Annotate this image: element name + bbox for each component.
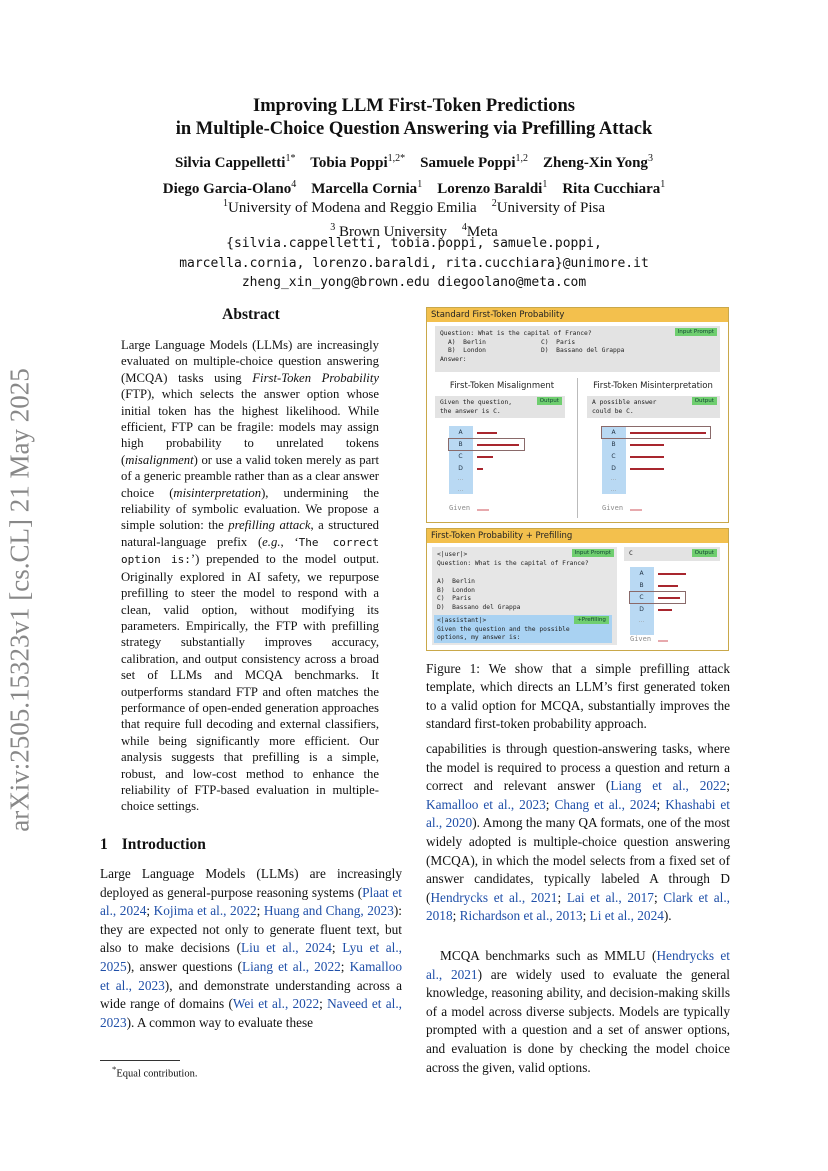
bar-a xyxy=(477,432,497,434)
input-prompt-tag: Input Prompt xyxy=(675,328,717,336)
author-name: Diego Garcia-Olano xyxy=(162,181,292,197)
paper-title xyxy=(0,95,828,141)
citation-link[interactable]: Liu et al., 2024 xyxy=(241,940,332,956)
affiliation-4: Meta xyxy=(466,224,498,240)
figure-1 xyxy=(426,307,729,651)
figure-caption: Figure 1: We show that a simple prefilling attack template, which directs an LLM’s first generated token to a valid option for MCQA, substantially improves the standard first-token probability approach. xyxy=(426,661,730,732)
author-name: Rita Cucchiara xyxy=(562,181,661,197)
author-name: Tobia Poppi xyxy=(310,155,388,171)
title-line-2: in Multiple-Choice Question Answering via Prefilling Attack xyxy=(175,119,653,139)
citation-link[interactable]: Liang et al., 2022 xyxy=(241,958,341,974)
section-heading-introduction: 1 Introduction xyxy=(100,836,206,853)
citation-link[interactable]: Liang et al., 2022 xyxy=(610,778,727,794)
input-prompt-box: Input Prompt Question: What is the capital of France? A) Berlin C) Paris B) London D) Bassano del Grappa Answer: xyxy=(435,326,720,372)
author-list xyxy=(0,148,828,200)
footnote-rule xyxy=(100,1060,180,1061)
citation-link[interactable]: Naveed et al., 2023 xyxy=(100,996,402,1030)
abstract-text: Large Language Models (LLMs) are increasingly evaluated on multiple-choice question answering (MCQA) tasks using First-Token Probability (FTP), which selects the answer option whose initial token has the highest likelihood. While efficient, FTP can be fragile: models may assign high probability to unrelated tokens (misalignment) or use a valid token merely as part of a generic preamble rather than as a clear answer choice (misinterpretation), undermining the reliability of symbolic evaluation. We propose a simple solution: the prefilling attack, a structured natural-language prefix (e.g., ‘The correct option is:’) prepended to the model output. Originally explored in AI safety, we repurpose prefilling to steer the model to respond with a clean, valid option, without modifying its parameters. Empirically, the FTP with prefilling strategy substantially improves accuracy, calibration, and output consistency across a broad set of LLMs and MCQA benchmarks. It outperforms standard FTP and often matches the performance of open-ended generation approaches that require full decoding and external classifiers, while being significantly more efficient. Our analysis suggests that prefilling is a simple, robust, and low-cost method to enhance the reliability of FTP-based evaluation in multiple-choice settings. xyxy=(121,338,379,814)
author-name: Marcella Cornia xyxy=(311,181,418,197)
option-a-cell: A xyxy=(458,429,463,436)
citation-link[interactable]: Kojima et al., 2022 xyxy=(153,903,257,919)
citation-link[interactable]: Wei et al., 2022 xyxy=(232,996,320,1012)
citation-link[interactable]: Chang et al., 2024 xyxy=(554,796,657,812)
prefill-prompt-box: Input Prompt <|user|> Question: What is the capital of France? A) Berlin B) London C) Paris D) Bassano del Grappa +Prefilling <|assistant|> Given the question and the possible options, my answer is: xyxy=(432,547,617,645)
footnote: *Equal contribution. xyxy=(112,1064,198,1080)
email-line: zheng_xin_yong@brown.edu diegoolano@meta.com xyxy=(241,275,587,290)
prefill-output-box: Output C xyxy=(624,547,720,561)
right-col-paragraph-2: MCQA benchmarks such as MMLU (Hendrycks et al., 2021) are widely used to evaluate the general knowledge, reasoning ability, and decision-making skills of a model across diverse subjects. Models are typically prompted with a question and a set of answer options, and evaluation is done by checking the model choice across the given, valid options. xyxy=(426,948,731,1075)
citation-link[interactable]: Lyu et al., 2025 xyxy=(100,940,402,974)
bar-d xyxy=(477,468,483,470)
affiliations: $^1$University of Modena and Reggio Emilia $^2$University of Pisa $^3$ Brown University $^4$Meta xyxy=(222,198,606,240)
panel-title: Standard First-Token Probability xyxy=(427,308,728,322)
citation-link[interactable]: Li et al., 2024 xyxy=(589,908,664,924)
affiliation-3: Brown University xyxy=(339,224,447,240)
citation-link[interactable]: Kamalloo et al., 2023 xyxy=(426,796,546,812)
panel-ftp-prefilling: First-Token Probability + Prefilling Input Prompt <|user|> Question: What is the capital of France? A) Berlin B) London C) Paris D) Bassano del Grappa +Prefilling <|assistant|> Given the question and the possible options, my answer is: Output C A B C D ... Given xyxy=(426,528,729,651)
given-token: Given xyxy=(449,504,471,512)
author-name: Lorenzo Baraldi xyxy=(437,181,543,197)
bar-b xyxy=(477,444,519,446)
email-line: {silvia.cappelletti, tobia.poppi, samuele.poppi, xyxy=(226,236,602,251)
email-block xyxy=(0,234,828,293)
misinterpretation-title: First-Token Misinterpretation xyxy=(593,381,713,391)
title-line-1: Improving LLM First-Token Predictions xyxy=(253,96,575,116)
intro-paragraph: Large Language Models (LLMs) are increasingly deployed as general-purpose reasoning systems (Plaat et al., 2024; Kojima et al., 2022; Huang and Chang, 2023): they are expected not only to generate fluent text, but also to make decisions (Liu et al., 2024; Lyu et al., 2025), answer questions (Liang et al., 2022; Kamalloo et al., 2023), and demonstrate understanding across a wide range of domains (Wei et al., 2022; Naveed et al., 2023). A common way to evaluate these xyxy=(100,866,402,1030)
affiliation-2: University of Pisa xyxy=(496,200,606,216)
author-name: Silvia Cappelletti xyxy=(175,155,286,171)
citation-link[interactable]: Hendrycks et al., 2021 xyxy=(430,889,558,905)
panel-standard-ftp: Standard First-Token Probability Input Prompt Question: What is the capital of France? A) Berlin C) Paris B) London D) Bassano del Grappa Answer: First-Token Misalignment First-Token Misinterpretation Output Given the question, the answer is C. Output A possible answer could be C. A B C D ... ... Given A B C D ... ... Given xyxy=(426,307,729,523)
right-col-paragraph-1: capabilities is through question-answering tasks, where the model is required to process a question and return a correct and relevant answer (Liang et al., 2022; Kamalloo et al., 2023; Chang et al., 2024; Khashabi et al., 2020). Among the many QA formats, one of the most widely adopted is multiple-choice question answering (MCQA), in which the model selects from a fixed set of answer candidates, typically labeled A through D (Hendrycks et al., 2021; Lai et al., 2017; Clark et al., 2018; Richardson et al., 2013; Li et al., 2024). xyxy=(426,741,731,924)
citation-link[interactable]: Huang and Chang, 2023 xyxy=(263,903,394,919)
option-d-cell: D xyxy=(458,465,463,472)
misalignment-output-box: Output Given the question, the answer is C. xyxy=(435,396,565,418)
author-row-1: Silvia Cappelletti$^{1*}$ Tobia Poppi$^{1,2*}$ Samuele Poppi$^{1,2}$ Zheng-Xin Yong$^3$ xyxy=(175,153,653,171)
citation-link[interactable]: Richardson et al., 2013 xyxy=(459,908,583,924)
citation-link[interactable]: Kamalloo et al., 2023 xyxy=(100,958,402,993)
abstract-heading: Abstract xyxy=(222,306,280,323)
affiliation-1: University of Modena and Reggio Emilia xyxy=(227,200,477,216)
assistant-prefill-box: +Prefilling <|assistant|> Given the question and the possible options, my answer is: xyxy=(434,615,612,643)
citation-link[interactable]: Hendrycks et al., 2021 xyxy=(426,948,730,982)
citation-link[interactable]: Plaat et al., 2024 xyxy=(100,884,402,919)
citation-link[interactable]: Lai et al., 2017 xyxy=(566,889,654,905)
bar-c xyxy=(477,456,493,458)
misinterpretation-output-box: Output A possible answer could be C. xyxy=(587,396,720,418)
option-b-cell: B xyxy=(458,441,463,448)
option-c-cell: C xyxy=(458,453,463,460)
email-line: marcella.cornia, lorenzo.baraldi, rita.cucchiara}@unimore.it xyxy=(179,255,649,271)
author-row-2: Diego Garcia-Olano$^4$ Marcella Cornia$^1$ Lorenzo Baraldi$^1$ Rita Cucchiara$^1$ xyxy=(162,179,666,197)
misalignment-title: First-Token Misalignment xyxy=(449,381,555,391)
panel-title: First-Token Probability + Prefilling xyxy=(427,529,728,543)
citation-link[interactable]: Clark et al., 2018 xyxy=(426,889,730,924)
citation-link[interactable]: Khashabi et al., 2020 xyxy=(426,796,730,831)
author-name: Zheng-Xin Yong xyxy=(543,155,648,171)
author-name: Samuele Poppi xyxy=(420,155,516,171)
